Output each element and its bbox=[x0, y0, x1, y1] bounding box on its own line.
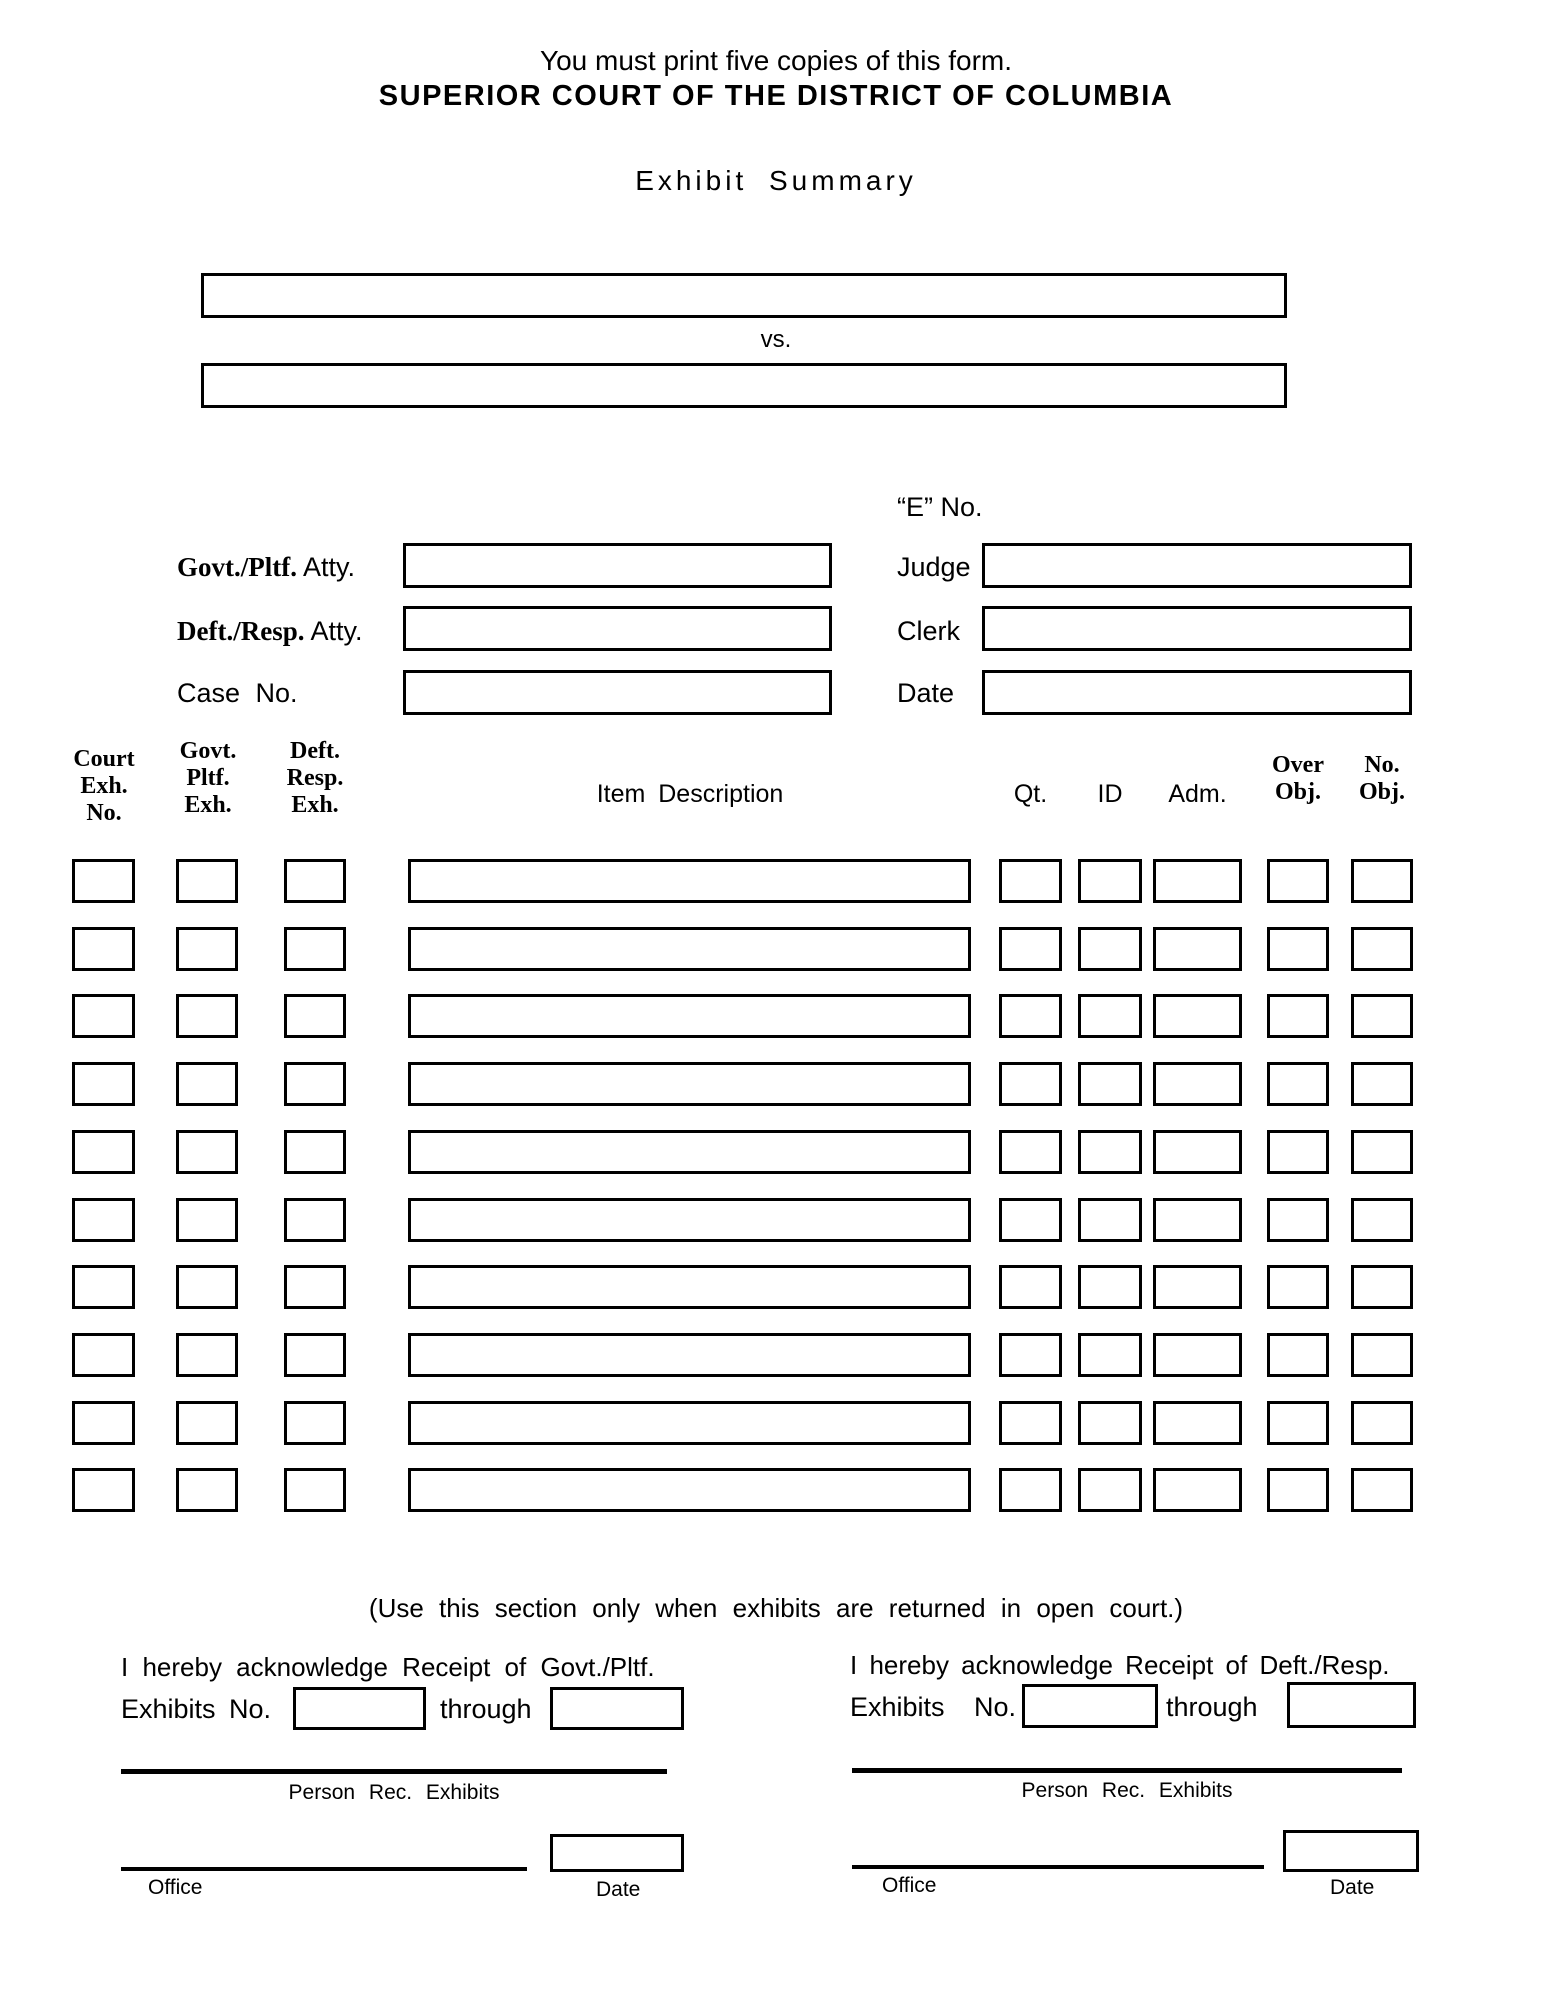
deft-resp-atty-label bbox=[177, 616, 363, 647]
deft-resp-exh-box[interactable] bbox=[284, 859, 346, 903]
id-box[interactable] bbox=[1078, 1401, 1142, 1445]
qt-box[interactable] bbox=[999, 927, 1062, 971]
qt-box[interactable] bbox=[999, 1265, 1062, 1309]
over-obj-box[interactable] bbox=[1267, 1401, 1329, 1445]
deft-resp-exh-box[interactable] bbox=[284, 1333, 346, 1377]
court-exh-no-header-line2: Exh. bbox=[80, 773, 128, 799]
exhibit-row bbox=[0, 994, 1552, 1038]
govt-pltf-exh-box[interactable] bbox=[176, 1265, 238, 1309]
govt-pltf-exh-box[interactable] bbox=[176, 994, 238, 1038]
govt-pltf-exh-box[interactable] bbox=[176, 859, 238, 903]
deft-resp-exh-box[interactable] bbox=[284, 1468, 346, 1512]
over-obj-box[interactable] bbox=[1267, 1198, 1329, 1242]
id-box[interactable] bbox=[1078, 859, 1142, 903]
item-description-header: Item Description bbox=[596, 780, 784, 808]
left-person-rec-exhibits-label: Person Rec. Exhibits bbox=[288, 1781, 500, 1804]
right-exhibits-from-box[interactable] bbox=[1022, 1684, 1158, 1728]
deft-resp-atty-label-prefix: Deft./Resp. bbox=[177, 616, 305, 646]
over-obj-box[interactable] bbox=[1267, 1468, 1329, 1512]
item-description-box[interactable] bbox=[408, 1130, 971, 1174]
no-obj-header-line2: Obj. bbox=[1358, 779, 1405, 805]
no-obj-box[interactable] bbox=[1351, 994, 1413, 1038]
right-date-box[interactable] bbox=[1283, 1830, 1419, 1872]
court-exh-no-box[interactable] bbox=[72, 859, 135, 903]
right-exhibits-no-label: Exhibits No. bbox=[850, 1692, 1017, 1722]
govt-pltf-atty-box[interactable] bbox=[403, 543, 832, 588]
exhibit-row bbox=[0, 1265, 1552, 1309]
court-exh-no-box[interactable] bbox=[72, 1333, 135, 1377]
adm-box[interactable] bbox=[1153, 1401, 1242, 1445]
adm-box[interactable] bbox=[1153, 859, 1242, 903]
plaintiff-name-box[interactable] bbox=[201, 273, 1287, 318]
qt-box[interactable] bbox=[999, 1062, 1062, 1106]
deft-resp-exh-box[interactable] bbox=[284, 1265, 346, 1309]
adm-box[interactable] bbox=[1153, 1198, 1242, 1242]
court-exh-no-header-line3: No. bbox=[86, 800, 122, 826]
deft-resp-exh-header bbox=[272, 738, 358, 819]
adm-box[interactable] bbox=[1153, 1265, 1242, 1309]
id-header: ID bbox=[1097, 780, 1123, 808]
govt-pltf-exh-header-line2: Pltf. bbox=[186, 765, 230, 791]
adm-box[interactable] bbox=[1153, 1130, 1242, 1174]
left-person-signature-line[interactable] bbox=[121, 1769, 667, 1774]
exhibit-row bbox=[0, 1333, 1552, 1377]
id-box[interactable] bbox=[1078, 1062, 1142, 1106]
qt-box[interactable] bbox=[999, 1468, 1062, 1512]
no-obj-box[interactable] bbox=[1351, 1468, 1413, 1512]
deft-resp-atty-box[interactable] bbox=[403, 606, 832, 651]
vs-label: vs. bbox=[760, 326, 792, 353]
return-section-note: (Use this section only when exhibits are returned in open court.) bbox=[368, 1593, 1184, 1623]
date-box[interactable] bbox=[982, 670, 1412, 715]
deft-resp-exh-box[interactable] bbox=[284, 1062, 346, 1106]
item-description-box[interactable] bbox=[408, 1198, 971, 1242]
govt-pltf-exh-box[interactable] bbox=[176, 1198, 238, 1242]
right-office-signature-line[interactable] bbox=[852, 1865, 1264, 1869]
govt-pltf-exh-header-line1: Govt. bbox=[179, 738, 237, 764]
over-obj-box[interactable] bbox=[1267, 927, 1329, 971]
court-exh-no-header-line1: Court bbox=[73, 746, 135, 772]
govt-pltf-atty-label bbox=[177, 552, 355, 583]
left-exhibits-to-box[interactable] bbox=[550, 1687, 684, 1730]
right-office-label: Office bbox=[882, 1874, 937, 1897]
item-description-box[interactable] bbox=[408, 994, 971, 1038]
over-obj-box[interactable] bbox=[1267, 859, 1329, 903]
judge-box[interactable] bbox=[982, 543, 1412, 588]
print-instruction: You must print five copies of this form. bbox=[539, 45, 1013, 76]
deft-resp-exh-header-line2: Resp. bbox=[286, 765, 344, 791]
court-exh-no-box[interactable] bbox=[72, 1265, 135, 1309]
right-acknowledge-line: I hereby acknowledge Receipt of Deft./Resp. bbox=[850, 1650, 1390, 1680]
govt-pltf-exh-header bbox=[165, 738, 251, 819]
left-office-label: Office bbox=[148, 1876, 203, 1899]
court-exh-no-box[interactable] bbox=[72, 927, 135, 971]
adm-box[interactable] bbox=[1153, 1333, 1242, 1377]
no-obj-box[interactable] bbox=[1351, 1401, 1413, 1445]
left-exhibits-no-label: Exhibits No. bbox=[121, 1694, 272, 1724]
no-obj-header bbox=[1341, 752, 1423, 806]
right-through-label: through bbox=[1166, 1692, 1258, 1722]
qt-box[interactable] bbox=[999, 994, 1062, 1038]
left-acknowledge-line: I hereby acknowledge Receipt of Govt./Pltf. bbox=[121, 1652, 655, 1682]
left-date-label: Date bbox=[596, 1878, 641, 1901]
govt-pltf-exh-box[interactable] bbox=[176, 1468, 238, 1512]
qt-header: Qt. bbox=[1013, 780, 1048, 808]
id-box[interactable] bbox=[1078, 1468, 1142, 1512]
adm-box[interactable] bbox=[1153, 994, 1242, 1038]
no-obj-box[interactable] bbox=[1351, 1333, 1413, 1377]
court-exh-no-box[interactable] bbox=[72, 1401, 135, 1445]
exhibit-row bbox=[0, 1401, 1552, 1445]
over-obj-header-line2: Obj. bbox=[1274, 779, 1321, 805]
adm-box[interactable] bbox=[1153, 1468, 1242, 1512]
adm-box[interactable] bbox=[1153, 927, 1242, 971]
e-no-label: “E” No. bbox=[897, 492, 983, 522]
id-box[interactable] bbox=[1078, 994, 1142, 1038]
no-obj-box[interactable] bbox=[1351, 1265, 1413, 1309]
deft-resp-exh-box[interactable] bbox=[284, 1130, 346, 1174]
id-box[interactable] bbox=[1078, 1130, 1142, 1174]
case-no-label: Case No. bbox=[177, 678, 298, 708]
id-box[interactable] bbox=[1078, 1265, 1142, 1309]
govt-pltf-exh-box[interactable] bbox=[176, 1333, 238, 1377]
right-date-label: Date bbox=[1330, 1876, 1375, 1899]
left-date-box[interactable] bbox=[550, 1834, 684, 1872]
deft-resp-exh-header-line3: Exh. bbox=[291, 792, 339, 818]
id-box[interactable] bbox=[1078, 927, 1142, 971]
over-obj-box[interactable] bbox=[1267, 1265, 1329, 1309]
exhibit-row bbox=[0, 927, 1552, 971]
over-obj-header-line1: Over bbox=[1272, 752, 1324, 778]
case-no-box[interactable] bbox=[403, 670, 832, 715]
deft-resp-exh-box[interactable] bbox=[284, 927, 346, 971]
court-exh-no-header bbox=[61, 746, 147, 827]
deft-resp-exh-box[interactable] bbox=[284, 1198, 346, 1242]
item-description-box[interactable] bbox=[408, 1333, 971, 1377]
form-title: Exhibit Summary bbox=[635, 165, 917, 196]
no-obj-box[interactable] bbox=[1351, 1062, 1413, 1106]
govt-pltf-exh-box[interactable] bbox=[176, 1401, 238, 1445]
item-description-box[interactable] bbox=[408, 859, 971, 903]
over-obj-box[interactable] bbox=[1267, 1062, 1329, 1106]
clerk-box[interactable] bbox=[982, 606, 1412, 651]
govt-pltf-atty-label-prefix: Govt./Pltf. bbox=[177, 552, 297, 582]
deft-resp-atty-label-suffix: Atty. bbox=[310, 616, 363, 646]
clerk-label: Clerk bbox=[897, 616, 961, 646]
date-label: Date bbox=[897, 678, 955, 708]
over-obj-box[interactable] bbox=[1267, 1333, 1329, 1377]
govt-pltf-exh-box[interactable] bbox=[176, 1062, 238, 1106]
deft-resp-exh-header-line1: Deft. bbox=[290, 738, 340, 764]
court-exh-no-box[interactable] bbox=[72, 1130, 135, 1174]
adm-header: Adm. bbox=[1168, 780, 1227, 808]
no-obj-box[interactable] bbox=[1351, 859, 1413, 903]
id-box[interactable] bbox=[1078, 1333, 1142, 1377]
item-description-box[interactable] bbox=[408, 1468, 971, 1512]
item-description-box[interactable] bbox=[408, 1062, 971, 1106]
court-exh-no-box[interactable] bbox=[72, 1062, 135, 1106]
govt-pltf-exh-box[interactable] bbox=[176, 927, 238, 971]
govt-pltf-exh-box[interactable] bbox=[176, 1130, 238, 1174]
qt-box[interactable] bbox=[999, 859, 1062, 903]
exhibit-row bbox=[0, 1062, 1552, 1106]
court-exh-no-box[interactable] bbox=[72, 1468, 135, 1512]
right-person-signature-line[interactable] bbox=[852, 1768, 1402, 1773]
left-through-label: through bbox=[440, 1694, 532, 1724]
right-exhibits-to-box[interactable] bbox=[1287, 1682, 1416, 1728]
defendant-name-box[interactable] bbox=[201, 363, 1287, 408]
judge-label: Judge bbox=[897, 552, 971, 582]
left-office-signature-line[interactable] bbox=[121, 1867, 527, 1871]
adm-box[interactable] bbox=[1153, 1062, 1242, 1106]
no-obj-box[interactable] bbox=[1351, 1198, 1413, 1242]
govt-pltf-atty-label-suffix: Atty. bbox=[303, 552, 356, 582]
exhibit-row bbox=[0, 1468, 1552, 1512]
item-description-box[interactable] bbox=[408, 1401, 971, 1445]
no-obj-box[interactable] bbox=[1351, 1130, 1413, 1174]
over-obj-header bbox=[1257, 752, 1339, 806]
deft-resp-exh-box[interactable] bbox=[284, 1401, 346, 1445]
exhibit-row bbox=[0, 1130, 1552, 1174]
qt-box[interactable] bbox=[999, 1401, 1062, 1445]
no-obj-box[interactable] bbox=[1351, 927, 1413, 971]
qt-box[interactable] bbox=[999, 1198, 1062, 1242]
exhibit-row bbox=[0, 1198, 1552, 1242]
over-obj-box[interactable] bbox=[1267, 994, 1329, 1038]
item-description-box[interactable] bbox=[408, 1265, 971, 1309]
court-exh-no-box[interactable] bbox=[72, 1198, 135, 1242]
qt-box[interactable] bbox=[999, 1333, 1062, 1377]
qt-box[interactable] bbox=[999, 1130, 1062, 1174]
court-exh-no-box[interactable] bbox=[72, 994, 135, 1038]
left-exhibits-from-box[interactable] bbox=[293, 1687, 426, 1730]
exhibit-row bbox=[0, 859, 1552, 903]
right-person-rec-exhibits-label: Person Rec. Exhibits bbox=[1021, 1779, 1233, 1802]
govt-pltf-exh-header-line3: Exh. bbox=[184, 792, 232, 818]
deft-resp-exh-box[interactable] bbox=[284, 994, 346, 1038]
item-description-box[interactable] bbox=[408, 927, 971, 971]
no-obj-header-line1: No. bbox=[1364, 752, 1400, 778]
id-box[interactable] bbox=[1078, 1198, 1142, 1242]
court-name-title: SUPERIOR COURT OF THE DISTRICT OF COLUMBIA bbox=[378, 80, 1174, 112]
over-obj-box[interactable] bbox=[1267, 1130, 1329, 1174]
